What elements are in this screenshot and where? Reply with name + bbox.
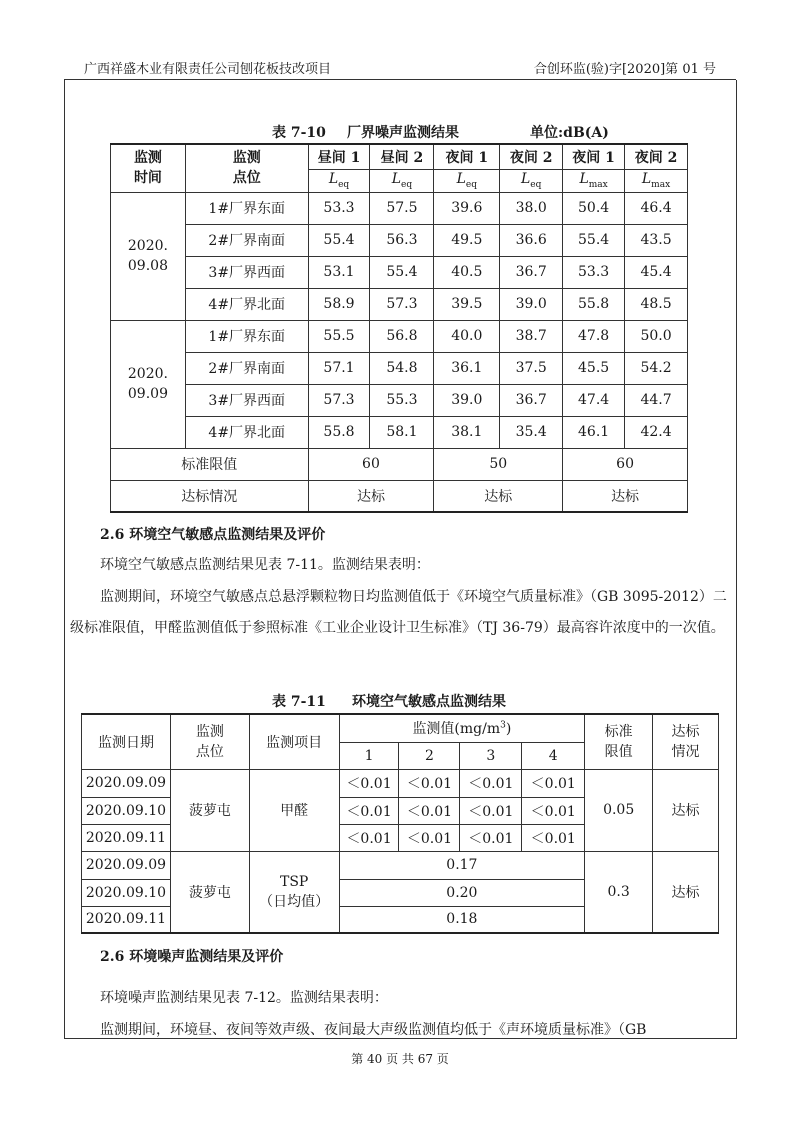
- value-cell: 55.8: [308, 416, 370, 448]
- value-cell: 57.3: [308, 384, 370, 416]
- value-cell: 40.0: [434, 320, 500, 352]
- value-cell: 48.5: [625, 288, 688, 320]
- unit-cell: $L_{eq}$: [434, 169, 500, 192]
- value-cell: 55.4: [308, 224, 370, 256]
- value-cell: 53.3: [563, 256, 625, 288]
- date-cell: 2020.09.11: [82, 906, 171, 933]
- value-cell: ＜0.01: [522, 797, 585, 824]
- point-cell: 4#厂界北面: [185, 288, 308, 320]
- col-header: 夜间 2: [500, 144, 563, 169]
- value-cell: 47.8: [563, 320, 625, 352]
- value-cell: 39.0: [434, 384, 500, 416]
- limit-value: 60: [308, 448, 434, 480]
- date-cell: 2020. 09.08: [111, 192, 186, 320]
- value-cell: 44.7: [625, 384, 688, 416]
- value-cell: 36.7: [500, 384, 563, 416]
- section-noise-body: 监测期间，环境昼、夜间等效声级、夜间最大声级监测值均低于《声环境质量标准》（GB: [100, 1022, 647, 1038]
- value-cell: 55.4: [563, 224, 625, 256]
- value-cell: ＜0.01: [460, 824, 522, 851]
- col-header: 夜间 1: [434, 144, 500, 169]
- value-cell: ＜0.01: [460, 769, 522, 797]
- value-cell: 57.3: [370, 288, 434, 320]
- page-number: 第 40 页 共 67 页: [351, 1052, 449, 1066]
- header-monitoring-point: 监测 点位: [185, 144, 308, 192]
- value-cell: 57.5: [370, 192, 434, 224]
- value-cell: 36.1: [434, 352, 500, 384]
- value-cell: 45.4: [625, 256, 688, 288]
- limit-cell: 0.3: [585, 851, 653, 933]
- value-cell: 54.8: [370, 352, 434, 384]
- point-cell: 4#厂界北面: [185, 416, 308, 448]
- point-cell: 1#厂界东面: [185, 320, 308, 352]
- section-noise-intro: 环境噪声监测结果见表 7-12。监测结果表明：: [100, 990, 388, 1006]
- value-cell: 58.1: [370, 416, 434, 448]
- table10-caption-unit: 单位:dB(A): [530, 125, 609, 141]
- table11-caption-title: 环境空气敏感点监测结果: [352, 694, 506, 710]
- value-cell: 56.8: [370, 320, 434, 352]
- value-cell: 50.4: [563, 192, 625, 224]
- date-cell: 2020. 09.09: [111, 320, 186, 448]
- limit-label: 标准限值: [111, 448, 309, 480]
- status-value: 达标: [434, 480, 563, 512]
- status-value: 达标: [308, 480, 434, 512]
- value-cell: 56.3: [370, 224, 434, 256]
- date-cell: 2020.09.09: [82, 851, 171, 879]
- item-cell: TSP （日均值）: [249, 851, 339, 933]
- point-cell: 菠萝屯: [170, 769, 249, 851]
- value-cell: ＜0.01: [399, 797, 460, 824]
- date-cell: 2020.09.10: [82, 879, 171, 906]
- value-cell: 39.5: [434, 288, 500, 320]
- status-label: 达标情况: [111, 480, 309, 512]
- value-cell: ＜0.01: [460, 797, 522, 824]
- value-cell: 42.4: [625, 416, 688, 448]
- noise-table: [110, 143, 688, 513]
- value-cell: 36.6: [500, 224, 563, 256]
- value-cell: ＜0.01: [399, 769, 460, 797]
- value-cell: 38.0: [500, 192, 563, 224]
- header-monitoring-point: 监测 点位: [170, 714, 249, 769]
- header-compliance: 达标 情况: [653, 714, 719, 769]
- point-cell: 1#厂界东面: [185, 192, 308, 224]
- value-cell: 40.5: [434, 256, 500, 288]
- value-cell: 38.1: [434, 416, 500, 448]
- value-cell: 0.17: [339, 851, 585, 879]
- point-cell: 3#厂界西面: [185, 384, 308, 416]
- value-cell: 45.5: [563, 352, 625, 384]
- value-cell: 39.6: [434, 192, 500, 224]
- header-monitoring-date: 监测日期: [82, 714, 171, 769]
- limit-value: 50: [434, 448, 563, 480]
- table10-caption-number: 表 7-10: [272, 125, 326, 141]
- table11-caption-number: 表 7-11: [272, 694, 326, 710]
- value-cell: 53.3: [308, 192, 370, 224]
- point-cell: 3#厂界西面: [185, 256, 308, 288]
- point-cell: 2#厂界南面: [185, 352, 308, 384]
- value-cell: 46.1: [563, 416, 625, 448]
- value-cell: ＜0.01: [522, 769, 585, 797]
- sample-number: 1: [339, 742, 399, 769]
- date-cell: 2020.09.11: [82, 824, 171, 851]
- value-cell: 55.3: [370, 384, 434, 416]
- header-report-number: 合创环监(验)字[2020]第 01 号: [533, 62, 716, 77]
- limit-cell: 0.05: [585, 769, 653, 851]
- date-cell: 2020.09.09: [82, 769, 171, 797]
- value-cell: 55.4: [370, 256, 434, 288]
- col-header: 夜间 2: [625, 144, 688, 169]
- value-cell: 49.5: [434, 224, 500, 256]
- value-cell: 55.8: [563, 288, 625, 320]
- value-cell: 35.4: [500, 416, 563, 448]
- value-cell: 0.18: [339, 906, 585, 933]
- value-cell: 38.7: [500, 320, 563, 352]
- value-cell: 57.1: [308, 352, 370, 384]
- value-cell: 53.1: [308, 256, 370, 288]
- air-table: [81, 713, 719, 934]
- date-cell: 2020.09.10: [82, 797, 171, 824]
- value-cell: 50.0: [625, 320, 688, 352]
- item-cell: 甲醛: [249, 769, 339, 851]
- point-cell: 菠萝屯: [170, 851, 249, 933]
- point-cell: 2#厂界南面: [185, 224, 308, 256]
- section-heading-noise: 2.6 环境噪声监测结果及评价: [100, 949, 284, 965]
- value-cell: ＜0.01: [339, 769, 399, 797]
- header-standard-limit: 标准 限值: [585, 714, 653, 769]
- sample-number: 4: [522, 742, 585, 769]
- section-air-body: 监测期间，环境空气敏感点总悬浮颗粒物日均监测值低于《环境空气质量标准》（GB 3095-2012）二级标准限值，甲醛监测值低于参照标准《工业企业设计卫生标准》（TJ 36-79）最高容许浓度中的一次值。: [70, 589, 727, 636]
- value-cell: 39.0: [500, 288, 563, 320]
- value-cell: ＜0.01: [399, 824, 460, 851]
- status-cell: 达标: [653, 851, 719, 933]
- col-header: 夜间 1: [563, 144, 625, 169]
- col-header: 昼间 1: [308, 144, 370, 169]
- value-cell: 36.7: [500, 256, 563, 288]
- unit-cell: $L_{eq}$: [308, 169, 370, 192]
- section-heading-air: 2.6 环境空气敏感点监测结果及评价: [100, 527, 326, 543]
- value-cell: 54.2: [625, 352, 688, 384]
- value-cell: 55.5: [308, 320, 370, 352]
- header-monitoring-time: 监测 时间: [111, 144, 186, 192]
- section-air-intro: 环境空气敏感点监测结果见表 7-11。监测结果表明：: [100, 557, 430, 573]
- value-cell: 47.4: [563, 384, 625, 416]
- value-cell: ＜0.01: [339, 824, 399, 851]
- status-value: 达标: [563, 480, 688, 512]
- col-header: 昼间 2: [370, 144, 434, 169]
- value-cell: 46.4: [625, 192, 688, 224]
- value-cell: 0.20: [339, 879, 585, 906]
- value-cell: 43.5: [625, 224, 688, 256]
- value-cell: ＜0.01: [339, 797, 399, 824]
- unit-cell: $L_{max}$: [563, 169, 625, 192]
- unit-cell: $L_{eq}$: [500, 169, 563, 192]
- sample-number: 3: [460, 742, 522, 769]
- value-cell: 58.9: [308, 288, 370, 320]
- value-cell: 37.5: [500, 352, 563, 384]
- limit-value: 60: [563, 448, 688, 480]
- sample-number: 2: [399, 742, 460, 769]
- unit-cell: $L_{max}$: [625, 169, 688, 192]
- header-monitoring-value: 监测值$(mg/m^3)$: [339, 714, 585, 742]
- unit-cell: $L_{eq}$: [370, 169, 434, 192]
- value-cell: ＜0.01: [522, 824, 585, 851]
- header-project-title: 广西祥盛木业有限责任公司刨花板技改项目: [84, 62, 332, 77]
- status-cell: 达标: [653, 769, 719, 851]
- table10-caption-title: 厂界噪声监测结果: [347, 125, 459, 141]
- header-monitoring-item: 监测项目: [249, 714, 339, 769]
